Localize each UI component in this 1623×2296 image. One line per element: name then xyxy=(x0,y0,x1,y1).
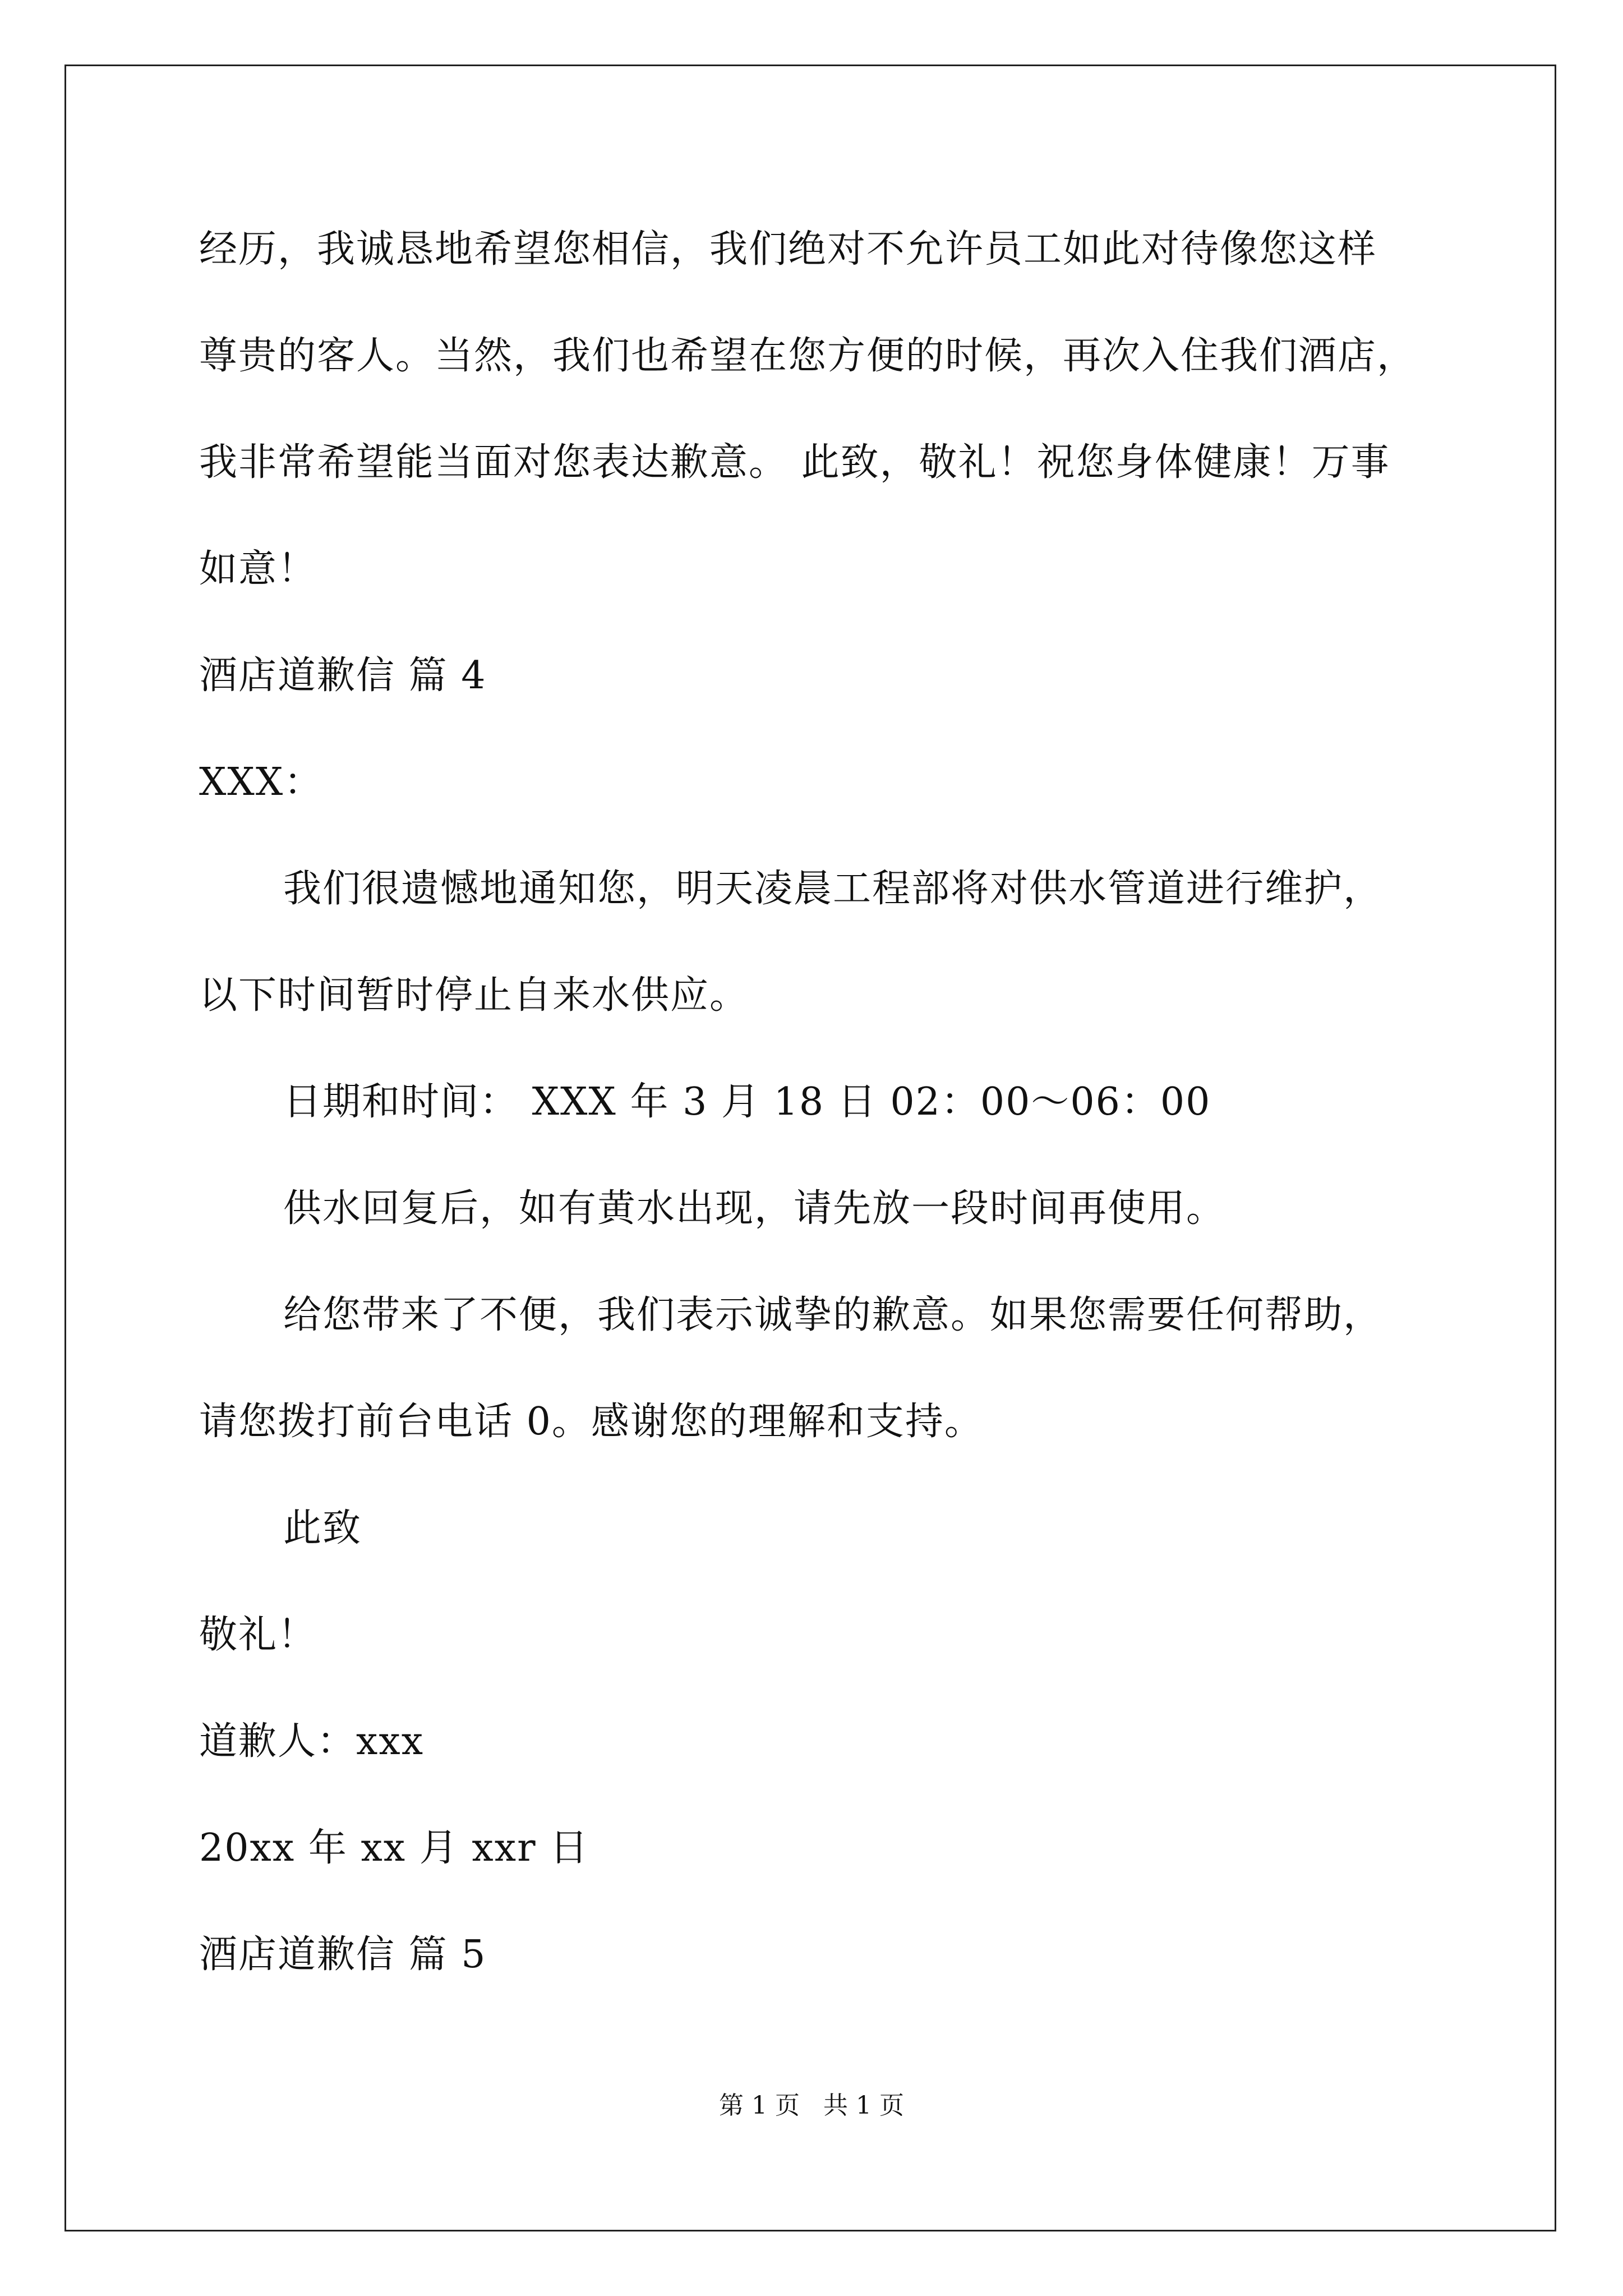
notice-paragraph-1-line-2: 以下时间暂时停止自来水供应。 xyxy=(199,973,749,1018)
apology-paragraph-line-1: 给您带来了不便，我们表示诚挚的歉意。如果您需要任何帮助， xyxy=(283,1293,1383,1337)
body-line-1: 经历，我诚恳地希望您相信，我们绝对不允许员工如此对待像您这样 xyxy=(199,227,1377,272)
body-line-4: 如意！ xyxy=(199,547,317,591)
apology-paragraph-line-2: 请您拨打前台电话 0。感谢您的理解和支持。 xyxy=(199,1400,984,1444)
page-footer: 第 1 页 共 1 页 xyxy=(719,2091,904,2120)
body-line-3: 我非常希望能当面对您表达歉意。 此致，敬礼！祝您身体健康！万事 xyxy=(199,440,1390,485)
body-line-2: 尊贵的客人。当然，我们也希望在您方便的时候，再次入住我们酒店， xyxy=(199,334,1417,378)
notice-paragraph-1-line-1: 我们很遗憾地通知您，明天凌晨工程部将对供水管道进行维护， xyxy=(283,867,1383,911)
section-heading-4: 酒店道歉信 篇 4 xyxy=(199,654,487,698)
page-border xyxy=(64,65,1556,2231)
salutation: XXX： xyxy=(199,760,324,804)
closing-cizhi: 此致 xyxy=(283,1506,362,1550)
water-notice-line: 供水回复后，如有黄水出现，请先放一段时间再使用。 xyxy=(283,1186,1226,1231)
closing-jingli: 敬礼！ xyxy=(199,1613,317,1657)
section-heading-5: 酒店道歉信 篇 5 xyxy=(199,1932,487,1977)
date-line: 20xx 年 xx 月 xxr 日 xyxy=(199,1826,589,1870)
date-time-line: 日期和时间： XXX 年 3 月 18 日 02：00～06：00 xyxy=(283,1080,1211,1124)
signature-line: 道歉人：xxx xyxy=(199,1719,425,1764)
